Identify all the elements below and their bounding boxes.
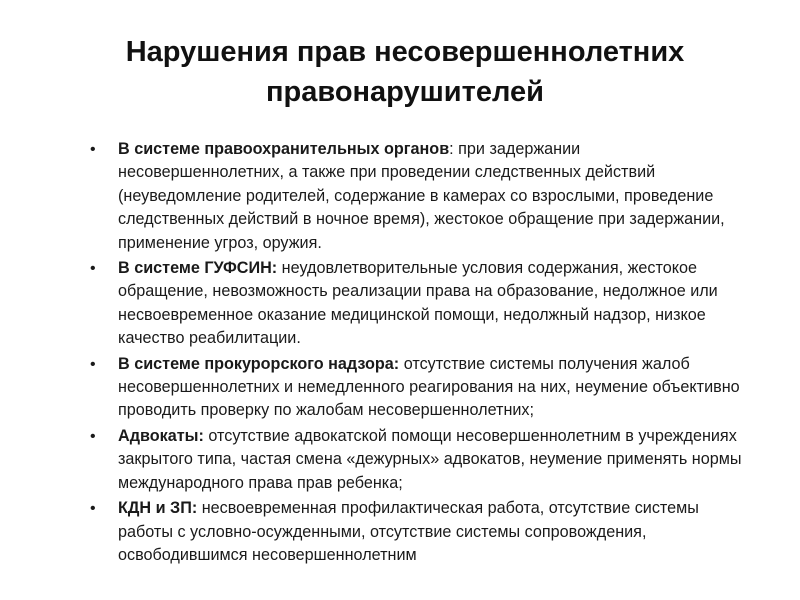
bullet-text: несвоевременная профилактическая работа, отсутствие системы работы с условно-осужденными, отсутствие системы сопровождения, освободившимся несовершеннолетним [118, 499, 699, 564]
bullet-icon: • [90, 427, 96, 445]
bullet-icon: • [90, 260, 96, 278]
bullet-icon: • [90, 355, 96, 373]
bullet-text: отсутствие адвокатской помощи несовершеннолетним в учреждениях закрытого типа, частая смена «дежурных» адвокатов, неумение применять нормы международного права прав ребенка; [118, 426, 742, 492]
bullet-lead: Адвокаты: [118, 426, 204, 445]
bullet-item [88, 497, 748, 567]
bullet-lead: В системе ГУФСИН: [118, 259, 278, 278]
bullet-item [88, 425, 748, 495]
bullet-item [88, 353, 748, 423]
bullet-item [88, 257, 748, 351]
bullet-icon: • [90, 500, 96, 518]
title-line-1: Нарушения прав несовершеннолетних [125, 36, 685, 68]
bullet-item [88, 138, 748, 255]
bullet-text: отсутствие системы получения жалоб несовершеннолетних и немедленного реагирования на них, неумение объективно проводить проверку по жалобам несовершеннолетних; [118, 354, 740, 420]
bullet-text: : при задержании несовершеннолетних, а также при проведении следственных действий (неуведомление родителей, содержание в камерах со взрослыми, проведение следственных действий в ночное время), жестокое обращение при задержании, применение угроз, оружия. [118, 140, 725, 252]
bullet-list [88, 138, 748, 569]
bullet-lead: КДН и ЗП: [118, 499, 198, 518]
title-line-2: правонарушителей [266, 76, 544, 108]
bullet-text: неудовлетворительные условия содержания, жестокое обращение, невозможность реализации права на образование, недолжное или несвоевременное оказание медицинской помощи, недолжный надзор, низкое качество реабилитации. [118, 259, 718, 348]
bullet-lead: В системе прокурорского надзора: [118, 354, 400, 373]
slide-title [60, 32, 750, 112]
bullet-lead: В системе правоохранительных органов [118, 140, 450, 158]
bullet-icon: • [90, 141, 96, 158]
